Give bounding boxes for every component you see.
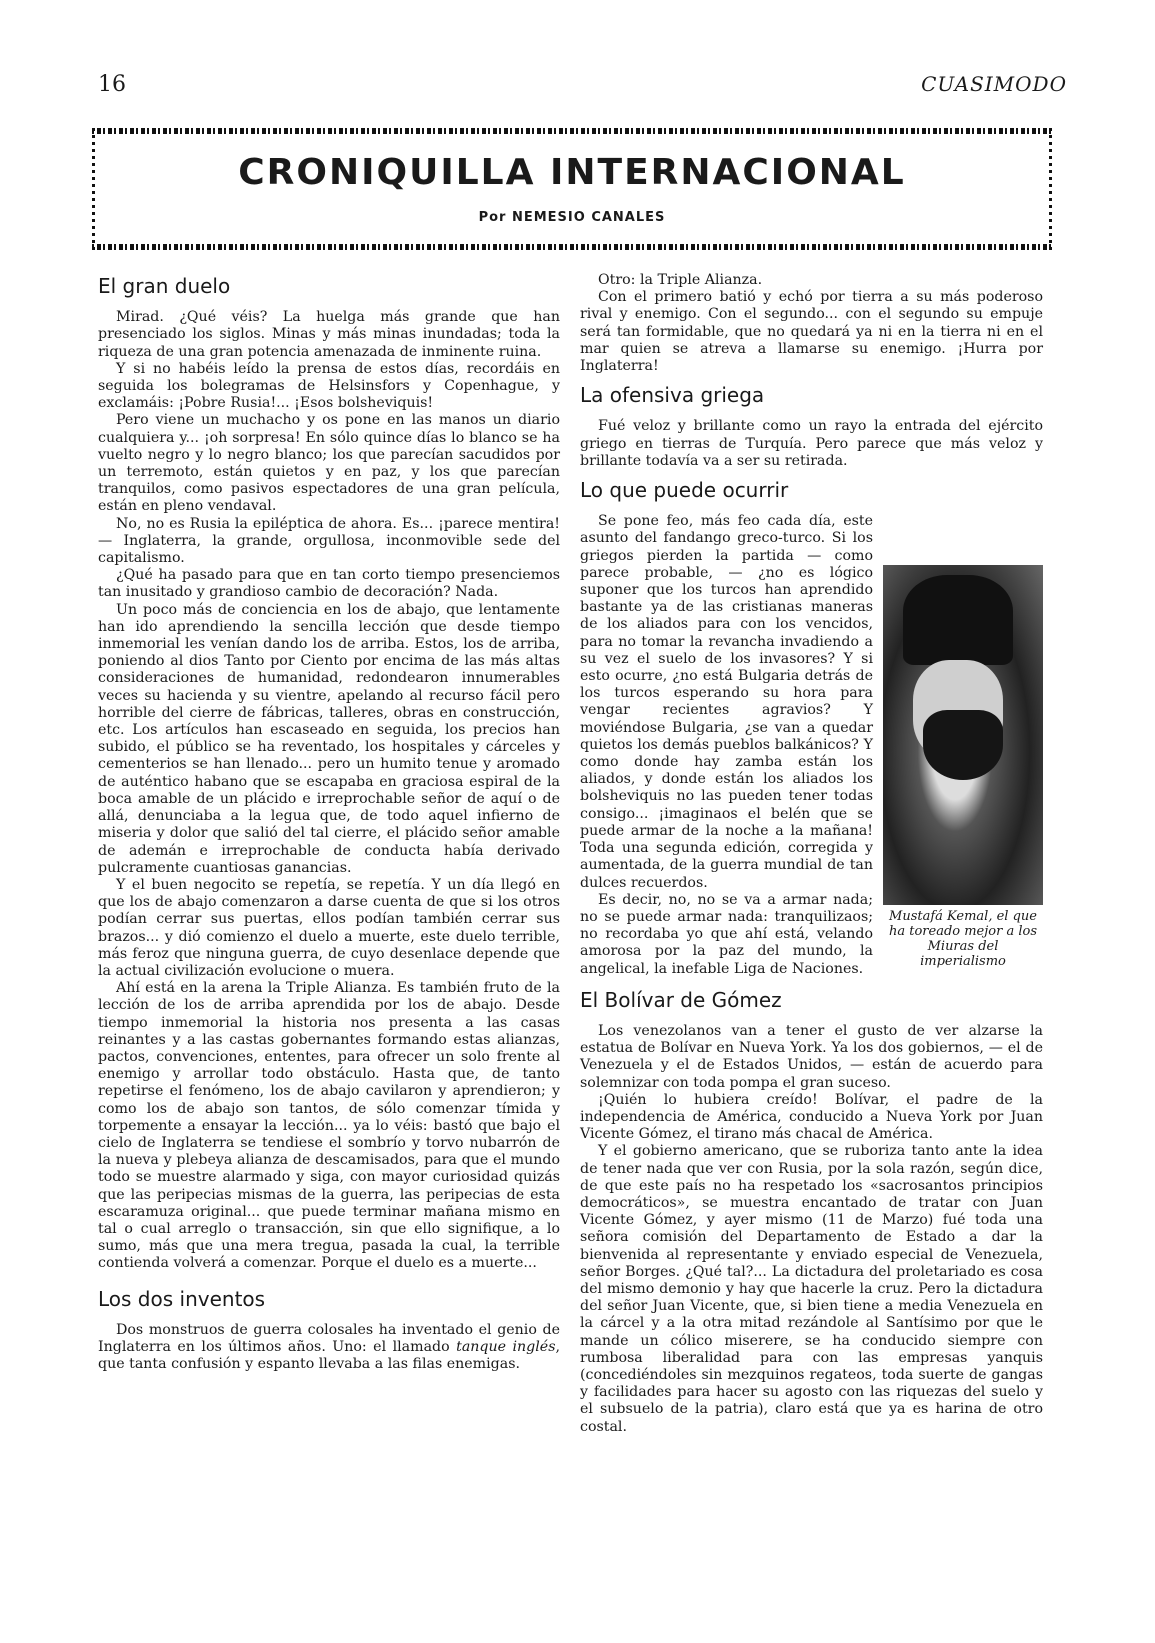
ornamental-border-top — [92, 128, 1052, 134]
byline: Por NEMESIO CANALES — [478, 210, 666, 225]
paragraph: Otro: la Triple Alianza. — [598, 272, 763, 288]
paragraph: Fué veloz y brillante como un rayo la entrada del ejército griego en tierras de Turquía. Pero parece que más veloz y brillante todavía va a ser su retirada. — [580, 418, 1043, 469]
paragraph: Y el gobierno americano, que se ruboriza tanto ante la idea de tener nada que ver con Rusia, por la sola razón, según dice, de que este país no ha respetado los «sacrosantos principios democráticos», se muestra encantado de tratar con Juan Vicente Gómez, y ayer mismo (11 de Marzo) fué toda una señora comisión del Departamento de Estado a dar la bienvenida al representante y enviado especial de Venezuela, señor Borges. ¿Qué tal?... La dictadura del proletariado es cosa del mismo demonio y hay que hacerle la cruz. Pero la dictadura del señor Juan Vicente, que, si bien tiene a media Venezuela en la cárcel y a la otra mitad rezándole al Santísimo por que le mande un cólico miserere, se ha conducido siempre con rumbosa liberalidad para con las empresas yanquis (concediéndoles sin mezquinos regateos, toda suerte de gangas y facilidades para hacer su agosto con las riquezas del suelo y el subsuelo de la patria), claro está que ya es harina de otro costal. — [580, 1143, 1043, 1435]
section-heading-dos-inventos: Los dos inventos — [98, 1286, 266, 1311]
paragraph: Es decir, no, no se va a armar nada; no se puede armar nada: tranquilizaos; no recordaba yo que ahí está, velando amorosa por la paz del mundo, la angelical, la inefable Liga de Naciones. — [580, 891, 873, 977]
page-number: 16 — [98, 72, 126, 97]
section-heading-bolivar-gomez: El Bolívar de Gómez — [580, 987, 782, 1012]
section-heading-gran-duelo: El gran duelo — [98, 274, 231, 298]
paragraph: No, no es Rusia la epiléptica de ahora. Es... ¡parece mentira! — Inglaterra, la grande, orgullosa, inconmovible sede del capitalismo. — [98, 515, 560, 567]
paragraph: ¡Quién lo hubiera creído! Bolívar, el padre de la independencia de América, conducido a Nueva York por Juan Vicente Gómez, el tirano más chacal de América. — [580, 1091, 1043, 1143]
paragraph: Y si no habéis leído la prensa de estos días, recordáis en seguida los bolegramas de Helsinsfors y Copenhague, y exclamáis: ¡Pobre Rusia!... ¡Esos bolsheviquis! — [98, 360, 560, 412]
text-run: Dos monstruos de guerra colosales ha inventado el genio de Inglaterra en los últimos años. Uno: el llamado — [98, 1321, 560, 1355]
paragraph: Con el primero batió y echó por tierra a su más poderoso rival y enemigo. Con el segundo... con el segundo su empuje será tan formidable, que no quedará ya ni en la tierra ni en el mar quien se atreva a llamarse su enemigo. ¡Hurra por Inglaterra! — [580, 289, 1043, 375]
paragraph: Los venezolanos van a tener el gusto de ver alzarse la estatua de Bolívar en Nueva York. Ya los dos gobiernos, — el de Venezuela y el de Estados Unidos, — están de acuerdo para solemnizar con toda pompa el gran suceso. — [580, 1022, 1043, 1091]
paragraph — [98, 1322, 560, 1374]
paragraph: Y el buen negocito se repetía, se repetía. Y un día llegó en que los de abajo comenzaron a darse cuenta de que si los otros podían cerrar sus puertas, ellos podían también cerrar sus brazos... y dió comienzo el duelo a muerte, este duelo terrible, más feroz que ninguna guerra, de cuyo desenlace depende que la actual civilización evolucione o muera. — [98, 876, 560, 979]
paragraph: Ahí está en la arena la Triple Alianza. Es también fruto de la lección de los de arriba aprendida por los de abajo. Desde tiempo inmemorial la historia nos presenta a las casas reinantes y a las castas gobernantes formando estas alianzas, pactos, convenciones, ententes, para ofrecer un solo frente al enemigo y arrollar todo obstáculo. Hasta que, de tanto repetirse el fenómeno, los de abajo cavilaron y aprendieron; y como los de abajo son tantos, de sólo comenzar tímida y torpemente a ensayar la lección... ya lo véis: bastó que bajo el cielo de Inglaterra se tendiese el sombrío y torvo nubarrón de la nueva y plebeya alianza de descamisados, para que el mundo todo se muestre alarmado y siga, con mayor curiosidad quizás que las peripecias mismas de la guerra, las peripecias de esta escaramuza original... que puede terminar mañana mismo en tal o cual arreglo o transacción, sin que ello signifique, a lo sumo, más que una mera tregua, pasada la cual, la terrible contienda volverá a comenzar. Porque el duelo es a muerte... — [98, 980, 560, 1272]
paragraph: Pero viene un muchacho y os pone en las manos un diario cualquiera y... ¡oh sorpresa! En sólo quince días lo blanco se ha vuelto negro y lo negro blanco; los que parecían sacudidos por un terremoto, están quietos y en paz, y los que parecían tranquilos, como pasivos espectadores de una gran película, están en pleno vendaval. — [98, 412, 560, 515]
ornamental-border-bottom — [92, 244, 1052, 250]
page-title: CRONIQUILLA INTERNACIONAL — [238, 152, 906, 193]
left-column — [98, 272, 560, 1373]
paragraph: Se pone feo, más feo cada día, este asunto del fandango greco-turco. Si los griegos pierden la partida — como parece probable, — ¿no es lógico suponer que los turcos han aprendido bastante ya de las cristianas maneras de los aliados para con los vencidos, para no tomar la revancha invadiendo a su vez el suelo de los invasores? Y si esto ocurre, ¿no está Bulgaria detrás de los turcos esperando su hora para vengar recientes agravios? Y moviéndose Bulgaria, ¿se van a quedar quietos los demás pueblos balkánicos? Y como donde hay zamba están los aliados, y donde están los aliados los bolsheviquis no las pueden tener todas consigo... ¡imaginaos el belén que se puede armar de la noche a la mañana! Toda una segunda edición, corregida y aumentada, de la guerra mundial de tan dulces recuerdos. — [580, 513, 873, 891]
text-run: , que tanta confusión y espanto llevaba a las filas enemigas. — [98, 1338, 560, 1373]
photo-figure — [883, 565, 1043, 969]
paragraph: Mirad. ¿Qué véis? La huelga más grande que han presenciado los siglos. Minas y más minas inundadas; toda la riqueza de una gran potencia amenazada de inminente ruina. — [98, 309, 560, 360]
paragraph: ¿Qué ha pasado para que en tan corto tiempo presenciemos tan inusitado y grandioso cambio de decoración? Nada. — [98, 567, 560, 601]
photo-caption: Mustafá Kemal, el que ha toreado mejor a los Miuras del imperialismo — [888, 909, 1037, 970]
portrait-photo-icon — [883, 565, 1043, 905]
italic-term: tanque inglés — [456, 1338, 556, 1355]
right-column — [580, 272, 1043, 1436]
section-heading-ofensiva-griega: La ofensiva griega — [580, 383, 765, 408]
magazine-title: CUASIMODO — [921, 72, 1067, 96]
paragraph: Un poco más de conciencia en los de abajo, que lentamente han ido aprendiendo la sencilla lección que desde tiempo inmemorial les venían dando los de arriba. Estos, los de arriba, poniendo al dios Tanto por Ciento por encima de las más altas consideraciones de humanidad, redondearon innumerables veces su hacienda y su vientre, apelando al recurso fácil pero horrible del cierre de fábricas, talleres, obras en construcción, etc. Los artículos han escaseado en seguida, los precios han subido, el público se ha reventado, los hospitales y cárceles y cementerios se han llenado... pero un humito tenue y aromado de auténtico habano que se escapaba en graciosa espiral de la boca amable de un plácido e irreprochable señor de aquí o de allá, denunciaba a la legua que, de todo aquel infierno de miseria y dolor que salió del tal cierre, el plácido señor amable de ademán e irreprochable de conducta había derivado pulcramente cuantiosas ganancias. — [98, 601, 560, 876]
section-heading-puede-ocurrir: Lo que puede ocurrir — [580, 478, 789, 503]
title-banner — [92, 128, 1052, 250]
